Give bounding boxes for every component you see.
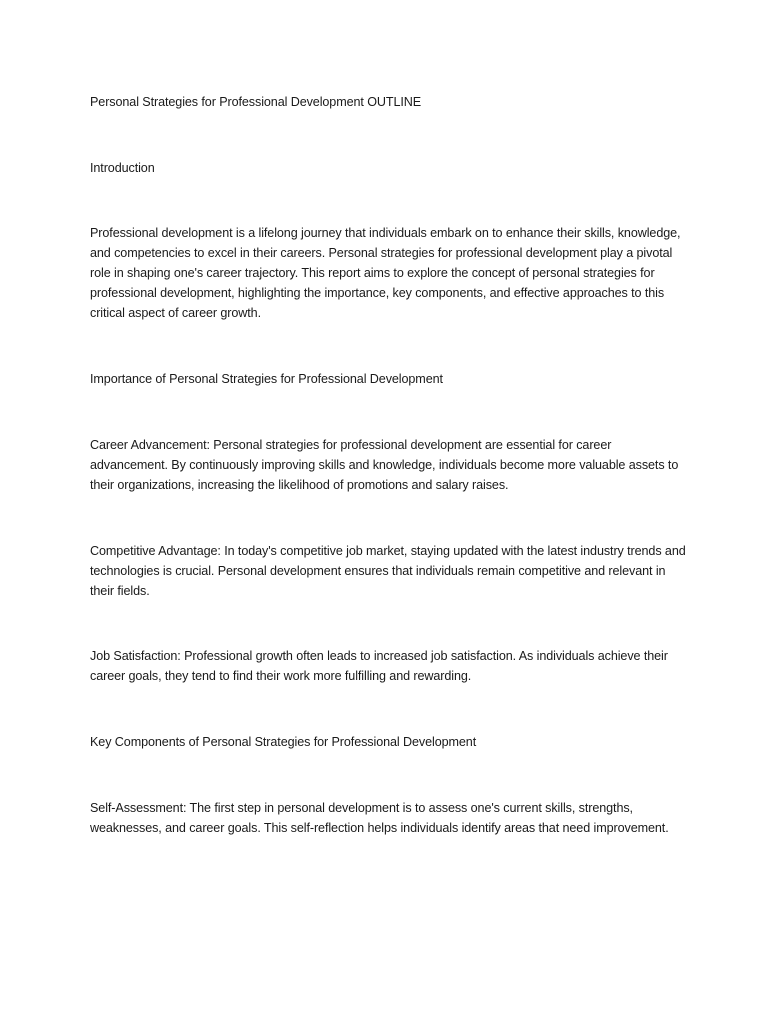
job-satisfaction-paragraph: Job Satisfaction: Professional growth often leads to increased job satisfaction. As individuals achieve their career goals, they tend to find their work more fulfilling and rewarding.	[90, 649, 668, 683]
document-title: Personal Strategies for Professional Development OUTLINE	[90, 95, 422, 109]
self-assessment-paragraph: Self-Assessment: The first step in personal development is to assess one's current skills, strengths, weaknesses, and career goals. This self-reflection helps individuals identify areas that need improvement.	[90, 801, 669, 835]
importance-heading: Importance of Personal Strategies for Professional Development	[90, 372, 443, 386]
introduction-heading: Introduction	[90, 161, 155, 175]
introduction-paragraph: Professional development is a lifelong journey that individuals embark on to enhance their skills, knowledge, and competencies to excel in their careers. Personal strategies for professional development play a pivotal role in shaping one's career trajectory. This report aims to explore the concept of personal strategies for professional development, highlighting the importance, key components, and effective approaches to this critical aspect of career growth.	[90, 226, 681, 320]
career-advancement-paragraph: Career Advancement: Personal strategies for professional development are essential for career advancement. By continuously improving skills and knowledge, individuals become more valuable assets to their organizations, increasing the likelihood of promotions and salary raises.	[90, 438, 679, 492]
competitive-advantage-paragraph: Competitive Advantage: In today's competitive job market, staying updated with the latest industry trends and technologies is crucial. Personal development ensures that individuals remain competitive and relevant in their fields.	[90, 544, 686, 598]
key-components-heading: Key Components of Personal Strategies for Professional Development	[90, 735, 477, 749]
